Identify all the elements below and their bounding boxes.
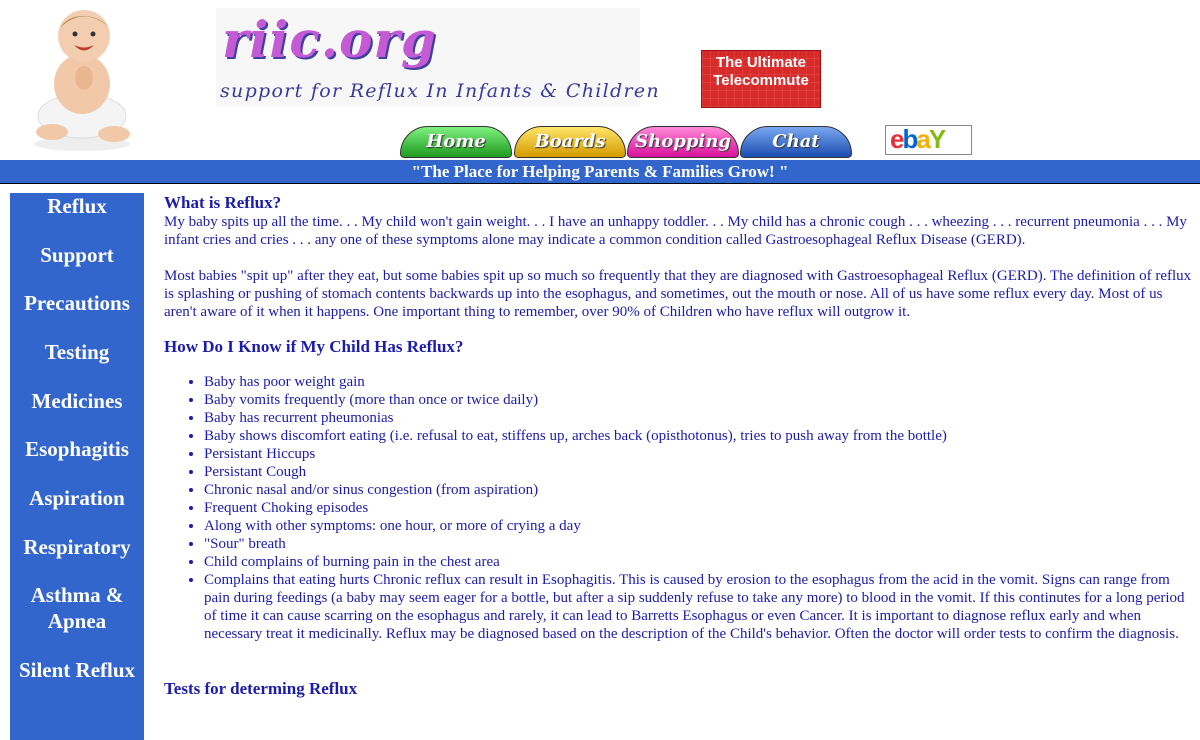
sidebar-nav — [10, 193, 144, 740]
list-item: • Baby vomits frequently (more than once or twice daily) — [204, 391, 1194, 409]
sidebar-item-silent-reflux[interactable]: Silent Reflux — [18, 658, 136, 682]
sidebar-item-asthma-apnea[interactable] — [10, 582, 144, 634]
sidebar-item-precautions[interactable]: Precautions — [24, 291, 130, 315]
list-item: • Persistant Cough — [204, 463, 1194, 481]
site-header — [0, 0, 1200, 160]
list-item: • Baby shows discomfort eating (i.e. refusal to eat, stiffens up, arches back (opisthotonus), tries to push away from the bottle) — [204, 427, 1194, 445]
list-item: • "Sour" breath — [204, 535, 1194, 553]
list-item: • Persistant Hiccups — [204, 445, 1194, 463]
sidebar-item-asthma-label: Asthma & — [30, 583, 124, 607]
ad-line-2: Telecommute — [713, 72, 809, 89]
sidebar-item-apnea-label: Apnea — [47, 609, 107, 633]
sidebar-item-reflux[interactable]: Reflux — [47, 194, 107, 218]
tab-shopping[interactable]: Shopping — [627, 126, 739, 158]
telecommute-ad-banner[interactable] — [701, 50, 821, 108]
tab-home[interactable]: Home — [400, 126, 512, 158]
list-item: • Complains that eating hurts Chronic reflux can result in Esophagitis. This is caused by erosion to the esophagus from the acid in the vomit. Signs can range from pain during feedings (a baby may seem eager for a bottle, but after a sip suddenly refuse to take any more) to blood in the vomit. If this continutes for a long period of time it can cause scarring on the esophagus and rarely, it can lead to Barretts Esophagus or even Cancer. It is important to diagnose reflux early and when necessary treat it medicinally. Reflux may be diagnosed based on the description of the Child's behavior. Often the doctor will order tests to confirm the diagnosis. — [204, 571, 1194, 643]
main-content — [164, 193, 1194, 699]
ad-line-1: The Ultimate — [715, 54, 806, 71]
ebay-logo-link[interactable]: ebaY — [885, 125, 972, 155]
list-item: • Baby has poor weight gain — [204, 373, 1194, 391]
tab-boards[interactable]: Boards — [514, 126, 626, 158]
list-item: • Child complains of burning pain in the chest area — [204, 553, 1194, 571]
list-item: • Frequent Choking episodes — [204, 499, 1194, 517]
sidebar-item-support[interactable]: Support — [40, 243, 114, 267]
baby-photo — [22, 4, 142, 154]
logo-tagline: support for Reflux In Infants & Children — [220, 80, 660, 102]
intro-paragraph: My baby spits up all the time. . . My child won't gain weight. . . I have an unhappy toddler. . . My child has a chronic cough . . . wheezing . . . recurrent pneumonia . . . My infant cries and cries . . . any one of these symptoms alone may indicate a common condition called Gastroesophageal Reflux Disease (GERD). — [164, 214, 1187, 248]
sidebar-item-respiratory[interactable]: Respiratory — [23, 535, 131, 559]
logo-title: riic.org — [222, 10, 437, 69]
list-item: • Chronic nasal and/or sinus congestion (from aspiration) — [204, 481, 1194, 499]
list-item: • Along with other symptoms: one hour, or more of crying a day — [204, 517, 1194, 535]
sidebar-item-medicines[interactable]: Medicines — [31, 389, 123, 413]
heading-tests: Tests for determing Reflux — [164, 679, 358, 698]
list-item: • Baby has recurrent pheumonias — [204, 409, 1194, 427]
symptoms-list — [164, 373, 1194, 643]
top-nav-tabs — [400, 126, 860, 158]
sidebar-item-testing[interactable]: Testing — [44, 340, 110, 364]
tab-chat[interactable]: Chat — [740, 126, 852, 158]
sidebar-item-aspiration[interactable]: Aspiration — [29, 486, 125, 510]
sidebar-item-esophagitis[interactable]: Esophagitis — [25, 437, 129, 461]
site-logo[interactable] — [216, 8, 660, 106]
definition-paragraph: Most babies "spit up" after they eat, but some babies spit up so much so frequently that they are diagnosed with Gastroesophageal Reflux (GERD). The definition of reflux is splashing or pushing of stomach contents backwards up into the esophagus, and sometimes, out the mouth or nose. All of us have some reflux every day. Most of us aren't aware of it when it happens. One important thing to remember, over 90% of Children who have reflux will outgrow it. — [164, 268, 1192, 320]
heading-what-is-reflux: What is Reflux? — [164, 193, 282, 212]
tagline-banner: "The Place for Helping Parents & Families Grow! " — [0, 160, 1200, 184]
heading-how-do-i-know: How Do I Know if My Child Has Reflux? — [164, 337, 464, 356]
